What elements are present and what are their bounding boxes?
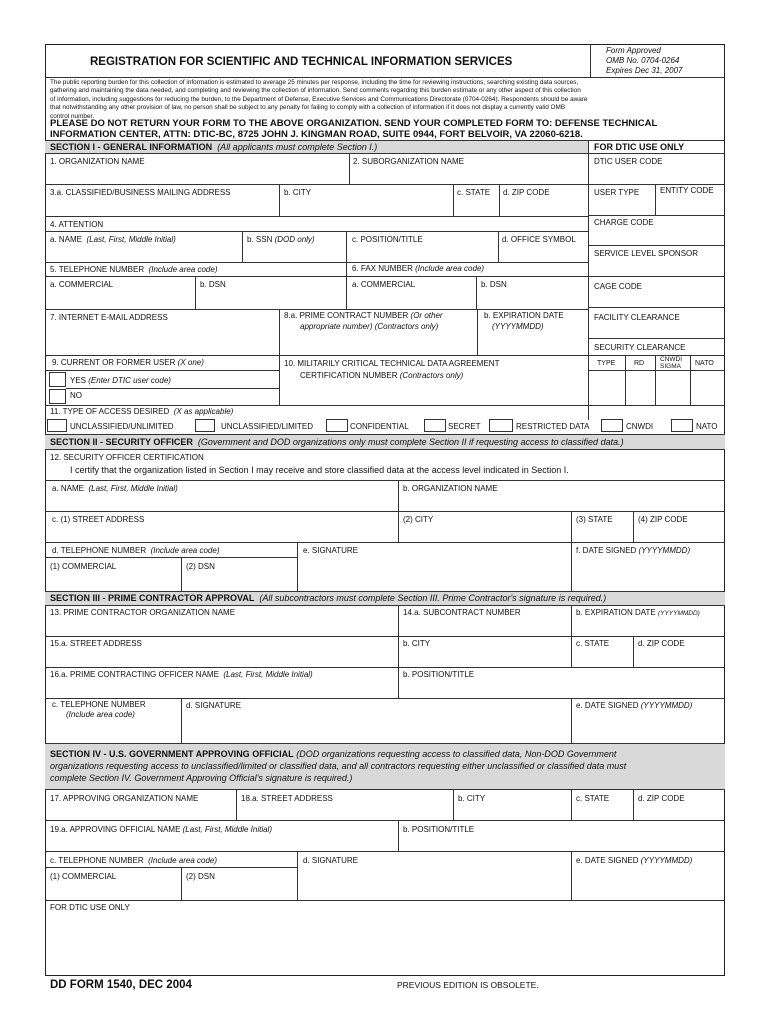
dtic-use-header: FOR DTIC USE ONLY <box>594 142 685 152</box>
divider <box>453 789 454 820</box>
fax-number-label: 6. FAX NUMBER (Include area code) <box>352 264 485 273</box>
burden-statement-2: gathering and maintaining the data needed, and completing and reviewing the collection of information. Send comments regarding this burden estimate or any other aspect of this collection <box>50 87 581 95</box>
divider <box>571 698 572 743</box>
charge-code-label: CHARGE CODE <box>594 218 654 227</box>
cnwdi-checkbox[interactable] <box>601 419 623 432</box>
divider <box>588 276 725 277</box>
divider <box>195 276 196 309</box>
confidential-checkbox[interactable] <box>326 419 348 432</box>
divider <box>477 309 478 355</box>
co-date-signed-label: e. DATE SIGNED (YYYYMMDD) <box>576 701 693 710</box>
divider <box>45 789 725 790</box>
access-confidential: CONFIDENTIAL <box>350 422 409 431</box>
position-title-label: c. POSITION/TITLE <box>352 235 423 244</box>
ao-telephone-label: c. TELEPHONE NUMBER (Include area code) <box>50 856 218 865</box>
prime-contract-number-label: 8.a. PRIME CONTRACT NUMBER (Or other <box>284 311 443 320</box>
dsn-fax-label: b. DSN <box>481 280 507 289</box>
so-signature-label: e. SIGNATURE <box>303 546 358 555</box>
burden-statement-5: control number. <box>50 112 95 120</box>
ao-zip-code-label: d. ZIP CODE <box>638 794 685 803</box>
access-nato: NATO <box>696 422 718 431</box>
divider <box>181 698 182 743</box>
sc-cnwdi-label: CNWDI <box>660 356 683 363</box>
unclassified-limited-checkbox[interactable] <box>195 419 215 432</box>
divider <box>590 44 591 77</box>
cage-code-label: CAGE CODE <box>594 282 643 291</box>
divider <box>181 867 182 900</box>
so-date-signed-label: f. DATE SIGNED (YYYYMMDD) <box>576 546 691 555</box>
pc-state-label: c. STATE <box>576 639 610 648</box>
form-approved: Form Approved <box>606 46 661 55</box>
divider <box>181 557 182 591</box>
access-restricted-data: RESTRICTED DATA <box>516 422 590 431</box>
office-symbol-label: d. OFFICE SYMBOL <box>502 235 576 244</box>
divider <box>297 851 298 900</box>
divider <box>633 511 634 542</box>
suborganization-name-label: 2. SUBORGANIZATION NAME <box>353 157 464 166</box>
so-telephone-label: d. TELEPHONE NUMBER (Include area code) <box>52 546 220 555</box>
expiration-notice: Expires Dec 31, 2007 <box>606 66 683 75</box>
so-city-label: (2) CITY <box>403 515 434 524</box>
ao-date-signed-label: e. DATE SIGNED (YYYYMMDD) <box>576 856 693 865</box>
state-label: c. STATE <box>457 188 491 197</box>
divider <box>588 215 725 216</box>
form-title: REGISTRATION FOR SCIENTIFIC AND TECHNICAL INFORMATION SERVICES <box>90 56 513 68</box>
so-zip-code-label: (4) ZIP CODE <box>638 515 688 524</box>
subcontract-number-label: 14.a. SUBCONTRACT NUMBER <box>403 608 521 617</box>
divider <box>45 636 725 637</box>
burden-statement-3: of information, including suggestions for reducing the burden, to the Department of Defense, Executive Services and Communications Directorate (0704-0264). Respondents should be aware <box>50 95 588 103</box>
divider <box>45 511 725 512</box>
divider <box>453 184 454 216</box>
nato-checkbox[interactable] <box>671 419 693 432</box>
co-position-title-label: b. POSITION/TITLE <box>403 670 475 679</box>
access-unclassified-unlimited: UNCLASSIFIED/UNLIMITED <box>70 422 174 431</box>
section-1-header: SECTION I - GENERAL INFORMATION (All applicants must complete Section I.) <box>50 142 378 152</box>
divider <box>633 636 634 667</box>
divider <box>45 851 725 852</box>
divider <box>655 184 656 215</box>
so-street-address-label: c. (1) STREET ADDRESS <box>52 515 145 524</box>
access-type-label: 11. TYPE OF ACCESS DESIRED (X as applicable) <box>50 407 234 416</box>
divider <box>45 262 588 263</box>
divider <box>45 900 725 901</box>
section-4-note-2: organizations requesting access to unclassified/limited or classified data, and all contractors requesting either unclassified or classified data must <box>50 761 627 771</box>
ao-commercial-label: (1) COMMERCIAL <box>50 872 117 881</box>
divider <box>45 557 297 558</box>
commercial-phone-label: a. COMMERCIAL <box>50 280 114 289</box>
ao-position-title-label: b. POSITION/TITLE <box>403 825 475 834</box>
obsolete-notice: PREVIOUS EDITION IS OBSOLETE. <box>397 980 539 990</box>
divider <box>45 153 725 154</box>
attention-name-label: a. NAME (Last, First, Middle Initial) <box>50 235 176 244</box>
entity-code-label: ENTITY CODE <box>660 186 714 195</box>
pc-zip-code-label: d. ZIP CODE <box>638 639 685 648</box>
mctd-agreement-label: 10. MILITARILY CRITICAL TECHNICAL DATA AGREEMENT <box>284 359 500 368</box>
dtic-column-divider <box>588 140 589 420</box>
divider <box>45 449 725 450</box>
dtic-user-code-label: DTIC USER CODE <box>594 157 663 166</box>
current-user-label: 9. CURRENT OR FORMER USER (X one) <box>52 358 204 367</box>
divider <box>45 820 725 821</box>
so-commercial-label: (1) COMMERCIAL <box>50 562 117 571</box>
facility-clearance-label: FACILITY CLEARANCE <box>594 313 680 322</box>
divider <box>690 355 691 405</box>
ao-dsn-label: (2) DSN <box>186 872 215 881</box>
telephone-number-label: 5. TELEPHONE NUMBER (Include area code) <box>50 265 218 274</box>
expiration-date-label: b. EXPIRATION DATE <box>484 311 564 320</box>
divider <box>625 355 626 405</box>
ao-signature-label: d. SIGNATURE <box>303 856 358 865</box>
burden-statement-4: that notwithstanding any other provision of law, no person shall be subject to any penalty for failing to comply with a collection of information if it does not display a currently valid OMB <box>50 104 566 112</box>
divider <box>279 184 280 216</box>
divider <box>398 820 399 851</box>
form-identifier: DD FORM 1540, DEC 2004 <box>50 979 192 991</box>
divider <box>633 789 634 820</box>
section-4-header: SECTION IV - U.S. GOVERNMENT APPROVING OFFICIAL (DOD organizations requesting access to classified data, Non-DOD Government <box>50 749 617 759</box>
section-2-header: SECTION II - SECURITY OFFICER (Government and DOD organizations only must complete Section II if requesting access to classified data.) <box>50 437 624 447</box>
mailing-address-label: 3.a. CLASSIFIED/BUSINESS MAILING ADDRESS <box>50 188 231 197</box>
divider <box>45 480 725 481</box>
email-address-label: 7. INTERNET E-MAIL ADDRESS <box>50 313 168 322</box>
prime-contract-hint: appropriate number) (Contractors only) <box>300 322 439 331</box>
omb-number: OMB No. 0704-0264 <box>606 56 680 65</box>
divider <box>45 276 588 277</box>
divider <box>279 355 280 405</box>
return-instructions-2: INFORMATION CENTER, ATTN: DTIC-BC, 8725 JOHN J. KINGMAN ROAD, SUITE 0944, FORT BELVOIR, VA 22060-6218. <box>50 129 583 140</box>
divider <box>346 231 347 262</box>
so-name-label: a. NAME (Last, First, Middle Initial) <box>52 484 178 493</box>
sc-nato-label: NATO <box>695 360 714 367</box>
security-clearance-label: SECURITY CLEARANCE <box>594 343 686 352</box>
sc-type-label: TYPE <box>597 360 616 367</box>
divider <box>655 355 656 405</box>
burden-statement-1: The public reporting burden for this collection of information is estimated to average 25 minutes per response, including the time for reviewing instructions, searching existing data sources, <box>50 79 579 86</box>
divider <box>571 789 572 820</box>
approving-official-name-label: 19.a. APPROVING OFFICIAL NAME (Last, First, Middle Initial) <box>50 825 272 834</box>
divider <box>588 370 725 371</box>
service-level-sponsor-label: SERVICE LEVEL SPONSOR <box>594 249 699 258</box>
approving-org-name-label: 17. APPROVING ORGANIZATION NAME <box>50 794 199 803</box>
sc-rd-label: RD <box>634 360 645 367</box>
divider <box>346 262 347 309</box>
divider <box>45 231 588 232</box>
no-option-label: NO <box>70 391 82 400</box>
secret-checkbox[interactable] <box>424 419 446 432</box>
dtic-use-only-footer-label: FOR DTIC USE ONLY <box>50 903 130 912</box>
return-instructions-1: PLEASE DO NOT RETURN YOUR FORM TO THE ABOVE ORGANIZATION. SEND YOUR COMPLETED FORM TO: DEFENSE TECHNICAL <box>50 118 658 129</box>
divider <box>476 276 477 309</box>
divider <box>297 542 298 591</box>
user-type-label: USER TYPE <box>594 188 640 197</box>
divider <box>66 388 279 389</box>
so-organization-name-label: b. ORGANIZATION NAME <box>403 484 498 493</box>
pc-city-label: b. CITY <box>403 639 431 648</box>
divider <box>571 851 572 900</box>
restricted-data-checkbox[interactable] <box>489 419 513 432</box>
sc-sigma-label: SIGMA <box>660 363 681 370</box>
certification-number-label: CERTIFICATION NUMBER (Contractors only) <box>300 371 464 380</box>
zip-code-label: d. ZIP CODE <box>503 188 550 197</box>
ssn-label: b. SSN (DOD only) <box>247 235 315 244</box>
divider <box>398 605 399 698</box>
section-4-note-3: complete Section IV. Government Approving Official's signature is required.) <box>50 773 353 783</box>
co-telephone-label: c. TELEPHONE NUMBER <box>52 700 146 709</box>
so-state-label: (3) STATE <box>576 515 613 524</box>
ao-state-label: c. STATE <box>576 794 610 803</box>
divider <box>279 309 280 355</box>
attention-label: 4. ATTENTION <box>50 220 104 229</box>
ao-street-address-label: 18.a. STREET ADDRESS <box>241 794 333 803</box>
divider <box>588 245 725 246</box>
divider <box>45 605 725 606</box>
divider <box>45 405 725 406</box>
section-3-header: SECTION III - PRIME CONTRACTOR APPROVAL (All subcontractors must complete Section III. Prime Contractor's signature is required.) <box>50 593 607 603</box>
contracting-officer-name-label: 16.a. PRIME CONTRACTING OFFICER NAME (Last, First, Middle Initial) <box>50 670 313 679</box>
access-unclassified-limited: UNCLASSIFIED/LIMITED <box>221 422 314 431</box>
expiration-date-format: (YYYYMMDD) <box>492 322 544 331</box>
city-label: b. CITY <box>284 188 312 197</box>
organization-name-label: 1. ORGANIZATION NAME <box>50 157 145 166</box>
divider <box>236 789 237 820</box>
so-dsn-label: (2) DSN <box>186 562 215 571</box>
divider <box>45 667 725 668</box>
pc-street-address-label: 15.a. STREET ADDRESS <box>50 639 142 648</box>
security-officer-certification-label: 12. SECURITY OFFICER CERTIFICATION <box>50 453 204 462</box>
commercial-fax-label: a. COMMERCIAL <box>352 280 416 289</box>
unclassified-unlimited-checkbox[interactable] <box>47 419 67 432</box>
divider <box>349 153 350 184</box>
divider <box>588 307 725 308</box>
divider <box>498 231 499 262</box>
divider <box>588 338 725 339</box>
access-secret: SECRET <box>448 422 481 431</box>
divider <box>45 698 725 699</box>
divider <box>242 231 243 262</box>
divider <box>45 309 588 310</box>
access-cnwdi: CNWDI <box>626 422 654 431</box>
prime-contractor-org-label: 13. PRIME CONTRACTOR ORGANIZATION NAME <box>50 608 236 617</box>
divider <box>45 370 279 371</box>
divider <box>45 542 725 543</box>
yes-checkbox[interactable] <box>49 372 66 387</box>
no-checkbox[interactable] <box>49 389 66 404</box>
co-telephone-hint: (Include area code) <box>66 710 135 719</box>
certification-statement: I certify that the organization listed in Section I may receive and store classified data at the access level indicated in Section I. <box>70 465 569 475</box>
divider <box>571 511 572 591</box>
subcontract-expiration-label: b. EXPIRATION DATE (YYYYMMDD) <box>576 608 700 617</box>
divider <box>45 184 725 185</box>
divider <box>45 77 725 78</box>
divider <box>45 216 588 217</box>
divider <box>45 867 297 868</box>
divider <box>45 355 725 356</box>
dsn-phone-label: b. DSN <box>200 280 226 289</box>
divider <box>499 184 500 216</box>
co-signature-label: d. SIGNATURE <box>186 701 241 710</box>
ao-city-label: b. CITY <box>458 794 486 803</box>
yes-option-label: YES (Enter DTIC user code) <box>70 376 171 385</box>
